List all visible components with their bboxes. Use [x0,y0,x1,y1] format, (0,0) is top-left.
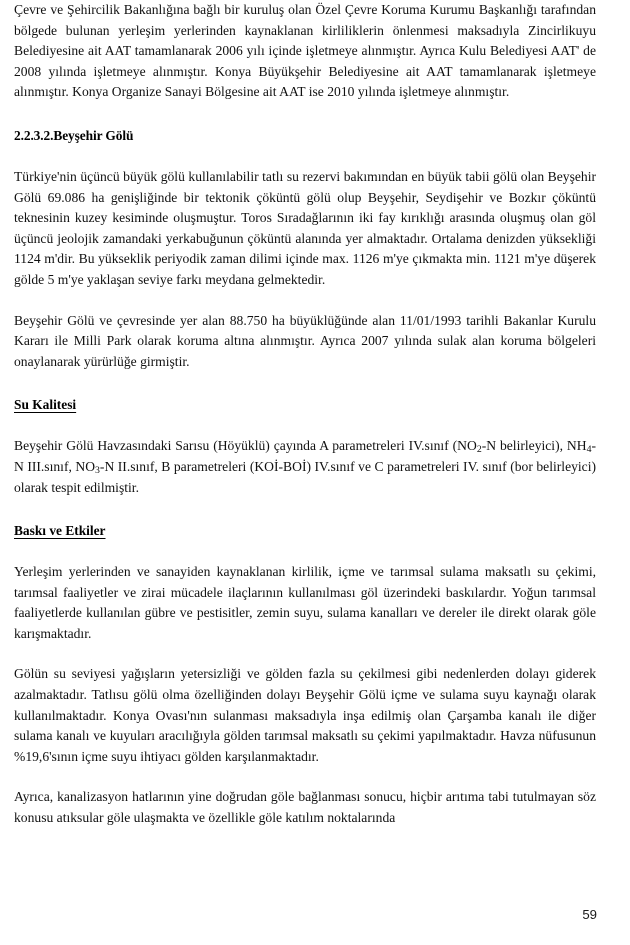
spacer [14,767,596,787]
subscript-nh4: 4 [586,444,592,456]
section-heading-beysehir-golu: 2.2.3.2.Beyşehir Gölü [14,127,134,143]
water-quality-segment-1: Beyşehir Gölü Havzasındaki Sarısu (Höyüklü) çayında A parametreleri IV.sınıf (NO [14,438,477,454]
spacer [14,498,596,521]
subscript-no2: 2 [476,444,482,456]
sub-heading-baski-ve-etkiler: Baskı ve Etkiler [14,523,106,539]
sub-heading-wrap-su-kalitesi [14,395,596,414]
page-number: 59 [582,907,597,922]
subscript-no3: 3 [95,465,100,477]
spacer [14,644,596,664]
sub-heading-su-kalitesi: Su Kalitesi [14,397,77,413]
paragraph-sewage: Ayrıca, kanalizasyon hatlarının yine doğrudan göle bağlanması sonucu, hiçbir arıtıma tabi tutulmayan söz konusu atıksular göle ulaşmakta ve özellikle göle katılım noktalarında [14,789,596,826]
paragraph-pressures-effects: Yerleşim yerlerinden ve sanayiden kaynaklanan kirlilik, içme ve tarımsal sulama maksatlı su çekimi, tarımsal faaliyetler ve zirai mücadele ilaçlarının kullanılması göl üzerindeki baskılardır. Yoğun tarımsal faaliyetlerde kullanılan gübre ve pestisitler, zemin suyu, sulama kanalları ve dereler ile direkt olarak göle karışmaktadır. [14,564,596,641]
spacer [14,145,596,167]
water-quality-segment-4: -N II.sınıf, B parametreleri (KOİ-BOİ) IV.sınıf ve C parametreleri IV. sınıf (bor belirleyici) olarak tespit edilmiştir. [14,458,597,495]
spacer [14,414,596,436]
paragraph-lake-description: Türkiye'nin üçüncü büyük gölü kullanılabilir tatlı su rezervi bakımından en büyük tabii gölü olan Beyşehir Gölü 69.086 ha genişliğinde bir tektonik çöküntü gölü olup Beyşehir, Seydişehir ve Bozkır çöküntü teknesinin kuzey kesiminde oluşmuştur. Toros Sıradağlarının iki fay kırıklığı arasında oluşmuş olan göl üçüncü jeolojik zamandaki yerkabuğunun çöküntü alanında yer almaktadır. Ortalama denizden yüksekliği 1124 m'dir. Bu yükseklik periyodik zaman dilimi içinde max. 1126 m'ye çıkmakta min. 1121 m'ye düşerek gölde 5 m'ye yaklaşan seviye farkı meydana gelmektedir. [14,168,596,287]
paragraph-aat-facilities: Çevre ve Şehircilik Bakanlığına bağlı bir kuruluş olan Özel Çevre Koruma Kurumu Başkanlığı tarafından bölgede bulunan yerleşim yerlerinden kaynaklanan kirliliklerin önlenmesi maksadıyla Zincirlikuyu Belediyesine ait AAT tamamlanarak 2006 yılı içinde işletmeye alınmıştır. Ayrıca Kulu Belediyesi AAT' de 2008 yılında işletmeye alınmıştır. Konya Büyükşehir Belediyesine ait AAT tamamlanarak işletmeye alınmıştır. Konya Organize Sanayi Bölgesine ait AAT ise 2010 yılında işletmeye alınmıştır. [14,2,596,100]
spacer [14,540,596,562]
page-content [14,0,596,829]
sub-heading-wrap-baski-ve-etkiler [14,521,596,540]
water-quality-segment-3: -N III.sınıf, NO [14,438,596,474]
spacer [14,291,596,311]
spacer [14,103,596,126]
paragraph-water-level: Gölün su seviyesi yağışların yetersizliği ve gölden fazla su çekilmesi gibi nedenlerden dolayı giderek azalmaktadır. Tatlısu gölü olma özelliğinden dolayı Beyşehir Gölü içme ve sulama suyu kaynağı olarak kullanılmaktadır. Konya Ovası'nın sulanması maksadıyla inşa edilmiş olan Çarşamba kanalı ile diğer sulama kanalı ve kuyuları aracılığıyla gölden tarımsal maksatlı su çekimi yapılmaktadır. Havza nüfusunun %19,6'sının içme suyu ihtiyacı gölden karşılanmaktadır. [14,666,596,764]
water-quality-segment-2: -N belirleyici), NH [481,438,587,454]
paragraph-national-park: Beyşehir Gölü ve çevresinde yer alan 88.750 ha büyüklüğünde alan 11/01/1993 tarihli Bakanlar Kurulu Kararı ile Milli Park olarak koruma altına alınmıştır. Ayrıca 2007 yılında sulak alan koruma bölgeleri onaylanarak yürürlüğe girmiştir. [14,312,596,369]
paragraph-water-quality [14,436,596,498]
spacer [14,372,596,395]
